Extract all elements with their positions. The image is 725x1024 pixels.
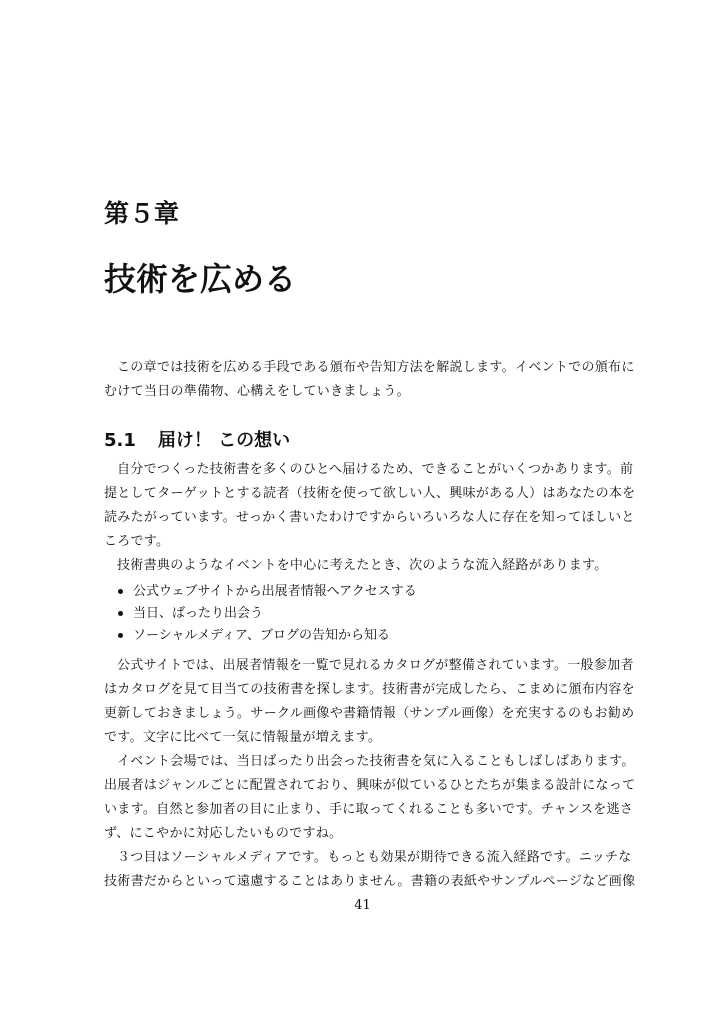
section-title: 届け！ この想い: [157, 430, 291, 451]
list-item: [118, 581, 417, 603]
text-line: 技術書典のようなイベントを中心に考えたとき、次のような流入経路があります。: [117, 558, 608, 573]
chapter-label: 第５章: [104, 199, 180, 228]
text-line: です。文字に比べて一気に情報量が増えます。: [104, 730, 382, 745]
section-heading: [104, 426, 290, 452]
list-item-text: ソーシャルメディア、ブログの告知から知る: [133, 628, 391, 643]
paragraph-2: [104, 654, 636, 894]
text-line: 技術書だからといって遠慮することはありません。書籍の表紙やサンプルページなど画像: [104, 874, 636, 889]
bullet-icon: [118, 633, 123, 638]
text-line: 更新しておきましょう。サークル画像や書籍情報（サンプル画像）を充実するのもお勧め: [104, 706, 635, 721]
chapter-title: 技術を広める: [104, 260, 297, 298]
section-number: 5.1: [104, 430, 136, 451]
text-line: 読みたがっています。せっかく書いたわけですからいろいろな人に存在を知ってほしいと: [104, 510, 635, 525]
list-item-text: 当日、ばったり出会う: [133, 606, 264, 621]
text-line: 公式サイトでは、出展者情報を一覧で見れるカタログが整備されています。一般参加者: [117, 658, 634, 673]
list-item-text: 公式ウェブサイトから出展者情報へアクセスする: [133, 584, 417, 599]
text-line: 自分でつくった技術書を多くのひとへ届けるため、できることがいくつかあります。前: [117, 462, 634, 477]
text-line: ３つ目はソーシャルメディアです。もっとも効果が期待できる流入経路です。ニッチな: [117, 850, 632, 865]
bullet-icon: [118, 611, 123, 616]
text-line: います。自然と参加者の目に止まり、手に取ってくれることも多いです。チャンスを逃さ: [104, 802, 634, 817]
text-line: むけて当日の準備物、心構えをしていきましょう。: [104, 384, 410, 399]
text-line: ず、にこやかに対応したいものですね。: [104, 826, 343, 841]
text-line: ころです。: [104, 534, 170, 549]
text-line: 出展者はジャンルごとに配置されており、興味が似ているひとたちが集まる設計になって: [104, 778, 636, 793]
text-line: 提としてターゲットとする読者（技術を使って欲しい人、興味がある人）はあなたの本を: [104, 486, 636, 501]
bullet-icon: [118, 589, 123, 594]
paragraph-1: [104, 458, 636, 578]
list-item: [118, 603, 417, 625]
page-number: 41: [354, 898, 371, 913]
intro-paragraph: [104, 356, 635, 404]
bullet-list: [118, 581, 417, 647]
text-line: はカタログを見て目当ての技術書を探します。技術書が完成したら、こまめに頒布内容を: [104, 682, 635, 697]
text-line: この章では技術を広める手段である頒布や告知方法を解説します。イベントでの頒布に: [117, 360, 635, 375]
text-line: イベント会場では、当日ばったり出会った技術書を気に入ることもしばしばあります。: [117, 754, 635, 769]
list-item: [118, 625, 417, 647]
